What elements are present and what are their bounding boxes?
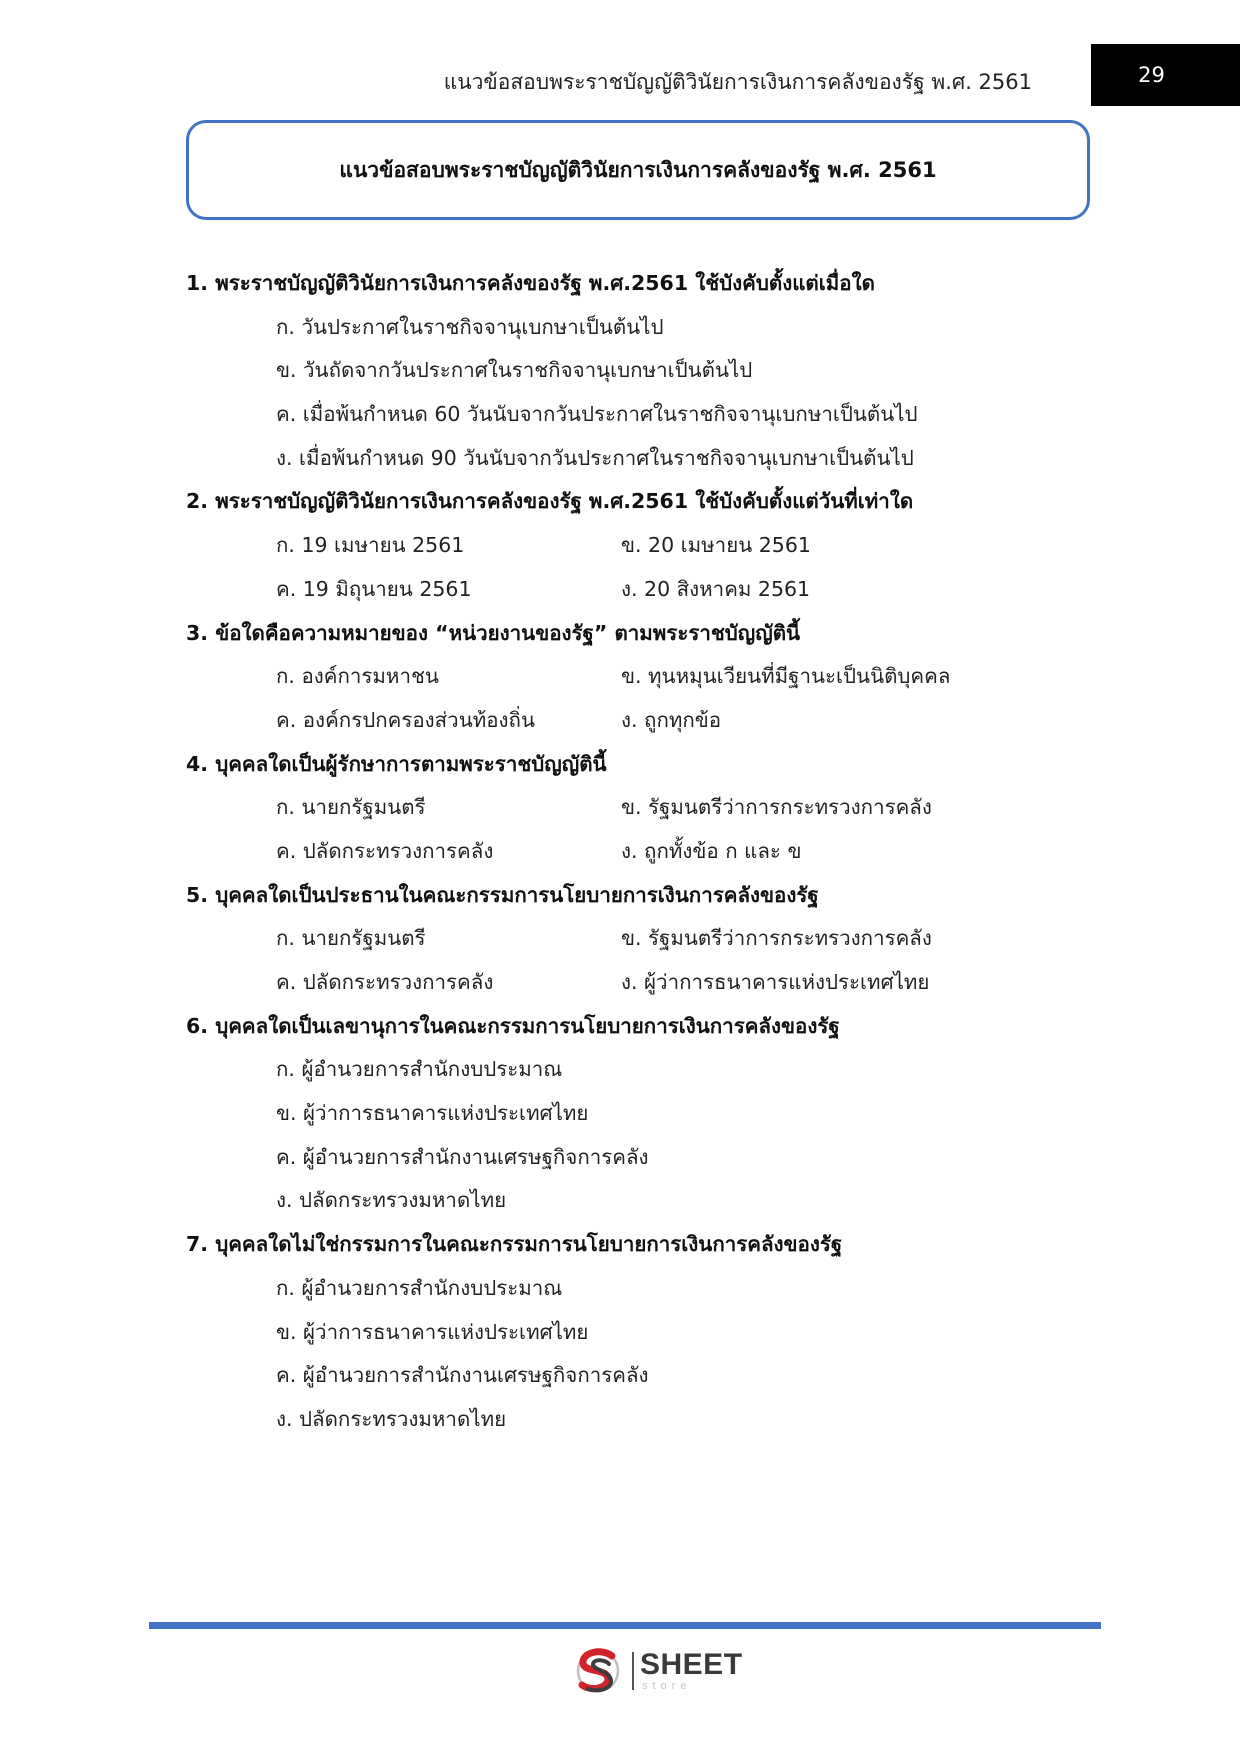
question-4	[186, 743, 1086, 874]
option-row	[186, 917, 1086, 961]
option-kho-khwai: ค. ผู้อำนวยการสำนักงานเศรษฐกิจการคลัง	[276, 1144, 649, 1169]
option-kho-khwai: ค. องค์กรปกครองส่วนท้องถิ่น	[276, 707, 535, 732]
option-kho-khwai: ค. 19 มิถุนายน 2561	[276, 576, 472, 601]
question-text: 7. บุคคลใดไม่ใช่กรรมการในคณะกรรมการนโยบายการเงินการคลังของรัฐ	[186, 1232, 843, 1257]
page-number: 29	[1091, 44, 1240, 106]
option-kho: ข. รัฐมนตรีว่าการกระทรวงการคลัง	[621, 795, 932, 820]
option-ko: ก. นายกรัฐมนตรี	[276, 926, 426, 951]
page-title: แนวข้อสอบพระราชบัญญัติวินัยการเงินการคลังของรัฐ พ.ศ. 2561	[339, 157, 937, 182]
option-ngo: ง. ผู้ว่าการธนาคารแห่งประเทศไทย	[621, 970, 930, 994]
option-kho: ข. ผู้ว่าการธนาคารแห่งประเทศไทย	[276, 1101, 589, 1126]
option-kho: ข. ผู้ว่าการธนาคารแห่งประเทศไทย	[276, 1319, 589, 1344]
footer-divider	[149, 1622, 1101, 1629]
option-ko: ก. 19 เมษายน 2561	[276, 533, 465, 558]
running-header: แนวข้อสอบพระราชบัญญัติวินัยการเงินการคลังของรัฐ พ.ศ. 2561	[443, 70, 1032, 94]
brand-name: SHEET	[640, 1648, 743, 1681]
question-text: 3. ข้อใดคือความหมายของ “หน่วยงานของรัฐ” ตามพระราชบัญญัตินี้	[186, 620, 801, 645]
option-ngo: ง. ถูกทุกข้อ	[621, 707, 722, 732]
logo-divider	[632, 1652, 634, 1690]
option-row	[186, 568, 1086, 612]
option-kho: ข. วันถัดจากวันประกาศในราชกิจจานุเบกษาเป็นต้นไป	[276, 358, 753, 383]
footer-logo	[574, 1645, 743, 1697]
question-6	[186, 1005, 1086, 1223]
option-kho-khwai: ค. ผู้อำนวยการสำนักงานเศรษฐกิจการคลัง	[276, 1363, 649, 1388]
question-7	[186, 1223, 1086, 1441]
option-ko: ก. นายกรัฐมนตรี	[276, 795, 426, 820]
question-text: 2. พระราชบัญญัติวินัยการเงินการคลังของรัฐ พ.ศ.2561 ใช้บังคับตั้งแต่วันที่เท่าใด	[186, 489, 914, 514]
question-text: 4. บุคคลใดเป็นผู้รักษาการตามพระราชบัญญัตินี้	[186, 751, 607, 776]
option-ngo: ง. ปลัดกระทรวงมหาดไทย	[276, 1406, 507, 1431]
brand-subtitle: store	[642, 1680, 692, 1692]
option-ngo: ง. 20 สิงหาคม 2561	[621, 576, 811, 601]
question-5	[186, 874, 1086, 1005]
option-ko: ก. องค์การมหาชน	[276, 664, 439, 689]
option-kho: ข. 20 เมษายน 2561	[621, 533, 811, 558]
question-2	[186, 480, 1086, 611]
option-kho-khwai: ค. เมื่อพ้นกำหนด 60 วันนับจากวันประกาศในราชกิจจานุเบกษาเป็นต้นไป	[276, 402, 918, 427]
question-1	[186, 262, 1086, 480]
option-kho: ข. รัฐมนตรีว่าการกระทรวงการคลัง	[621, 926, 932, 951]
option-row	[186, 830, 1086, 874]
question-3	[186, 612, 1086, 743]
title-box	[186, 120, 1090, 220]
option-ngo: ง. ปลัดกระทรวงมหาดไทย	[276, 1188, 507, 1213]
question-list	[186, 262, 1086, 1442]
option-row	[186, 699, 1086, 743]
option-row	[186, 524, 1086, 568]
question-text: 1. พระราชบัญญัติวินัยการเงินการคลังของรัฐ พ.ศ.2561 ใช้บังคับตั้งแต่เมื่อใด	[186, 271, 875, 295]
option-row	[186, 961, 1086, 1005]
option-ngo: ง. ถูกทั้งข้อ ก และ ข	[621, 838, 802, 863]
option-row	[186, 786, 1086, 830]
question-text: 5. บุคคลใดเป็นประธานในคณะกรรมการนโยบายการเงินการคลังของรัฐ	[186, 882, 819, 907]
logo-text	[640, 1650, 743, 1692]
option-kho-khwai: ค. ปลัดกระทรวงการคลัง	[276, 970, 494, 994]
sheet-store-logo-icon	[574, 1646, 624, 1696]
option-ko: ก. วันประกาศในราชกิจจานุเบกษาเป็นต้นไป	[276, 314, 664, 339]
question-text: 6. บุคคลใดเป็นเลขานุการในคณะกรรมการนโยบายการเงินการคลังของรัฐ	[186, 1013, 840, 1038]
option-ko: ก. ผู้อำนวยการสำนักงบประมาณ	[276, 1275, 563, 1300]
option-ko: ก. ผู้อำนวยการสำนักงบประมาณ	[276, 1057, 563, 1082]
option-kho-khwai: ค. ปลัดกระทรวงการคลัง	[276, 838, 494, 863]
option-kho: ข. ทุนหมุนเวียนที่มีฐานะเป็นนิติบุคคล	[621, 664, 951, 689]
option-row	[186, 655, 1086, 699]
option-ngo: ง. เมื่อพ้นกำหนด 90 วันนับจากวันประกาศในราชกิจจานุเบกษาเป็นต้นไป	[276, 445, 914, 470]
